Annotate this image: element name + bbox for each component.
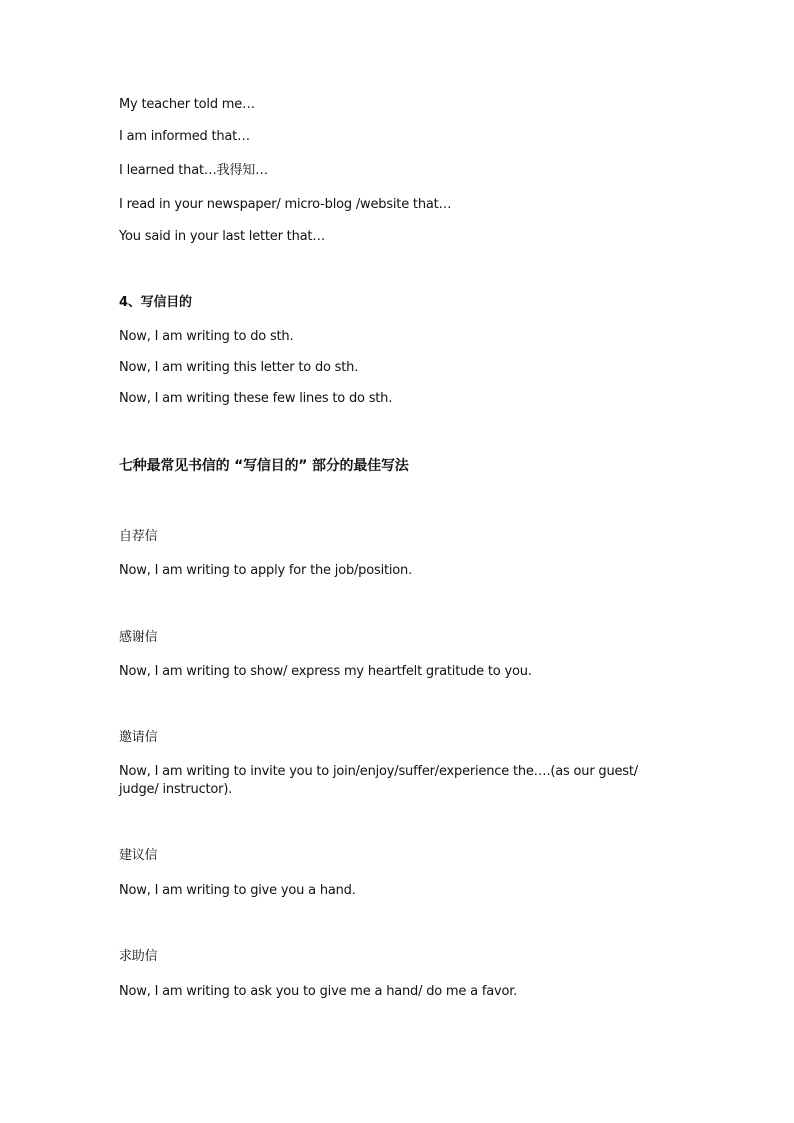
letter-type-sentence: Now, I am writing to show/ express my heartfelt gratitude to you. <box>119 664 532 679</box>
intro-line: You said in your last letter that… <box>119 229 326 244</box>
intro-line: I learned that…我得知… <box>119 163 268 178</box>
page-title: 七种最常见书信的 “写信目的” 部分的最佳写法 <box>119 458 409 474</box>
purpose-line: Now, I am writing these few lines to do sth. <box>119 391 393 406</box>
letter-type-name: 邀请信 <box>119 730 158 745</box>
purpose-line: Now, I am writing this letter to do sth. <box>119 360 359 375</box>
letter-type-sentence: Now, I am writing to give you a hand. <box>119 883 356 898</box>
intro-line: I am informed that… <box>119 129 250 144</box>
letter-type-name: 自荐信 <box>119 529 158 544</box>
letter-type-name: 建议信 <box>119 848 158 863</box>
letter-type-sentence: Now, I am writing to invite you to join/enjoy/suffer/experience the….(as our guest/ judge/ instructor). <box>119 764 638 797</box>
letter-type-sentence: Now, I am writing to ask you to give me a hand/ do me a favor. <box>119 984 518 999</box>
letter-type-name: 求助信 <box>119 949 158 964</box>
intro-line: I read in your newspaper/ micro-blog /website that… <box>119 197 452 212</box>
letter-type-sentence: Now, I am writing to apply for the job/position. <box>119 563 413 578</box>
letter-type-name: 感谢信 <box>119 630 158 645</box>
section-heading: 4、写信目的 <box>119 295 192 310</box>
purpose-line: Now, I am writing to do sth. <box>119 329 294 344</box>
intro-line: My teacher told me… <box>119 97 255 112</box>
